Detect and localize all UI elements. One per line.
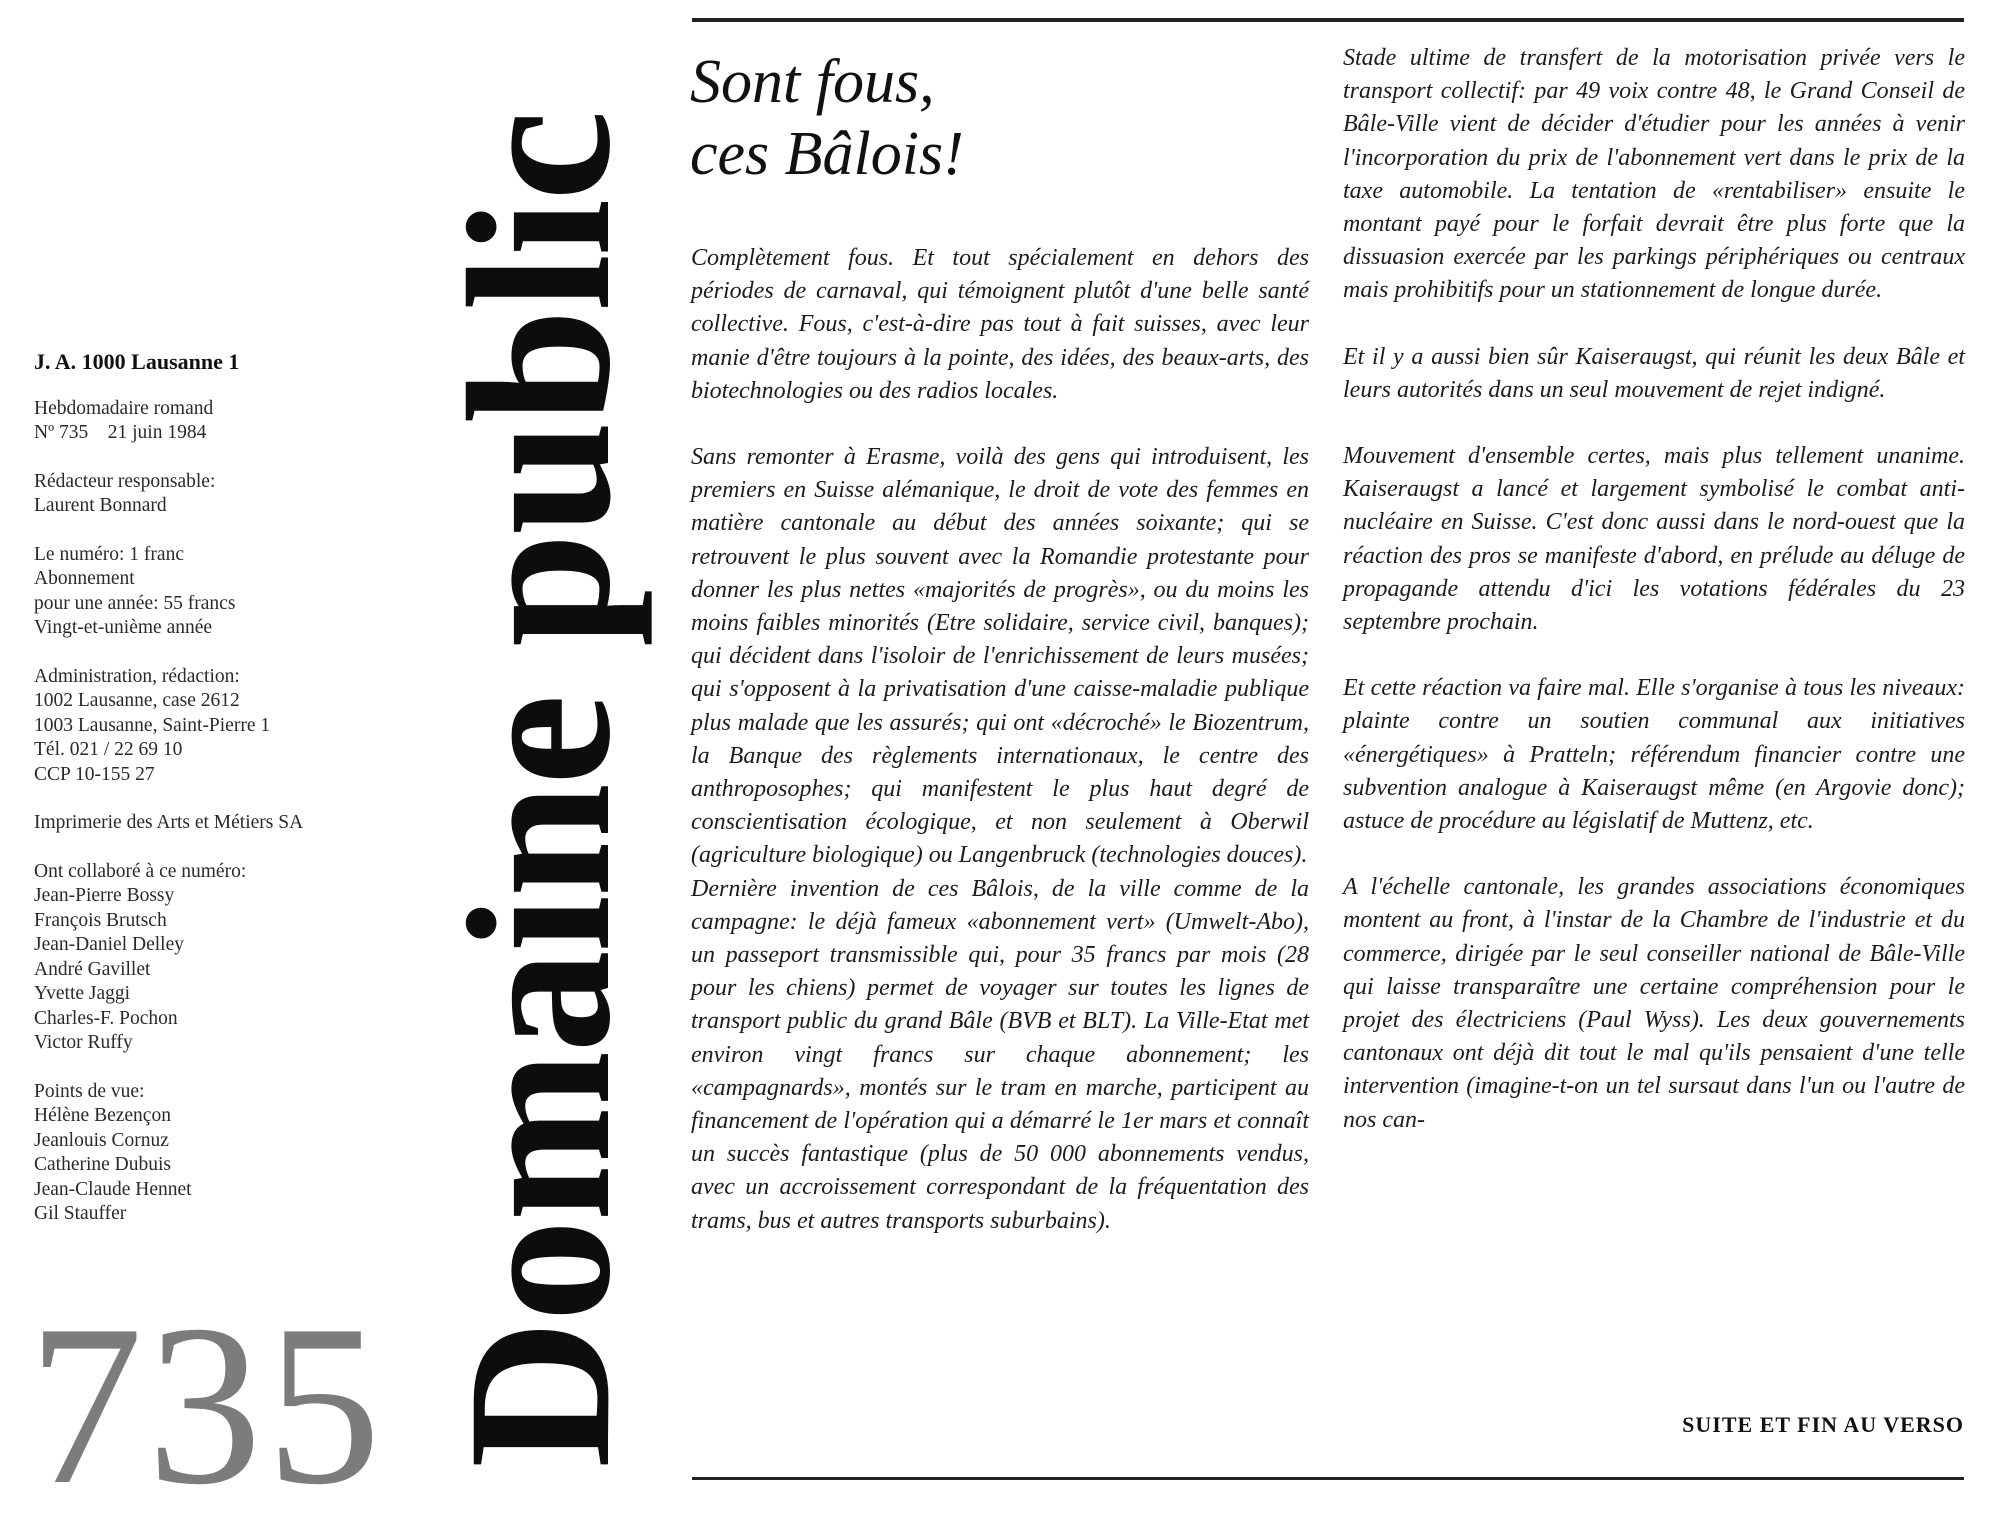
info-line: Rédacteur responsable: — [34, 470, 216, 492]
info-line: 1003 Lausanne, Saint-Pierre 1 — [34, 714, 271, 736]
info-groups — [34, 397, 414, 1227]
bottom-rule — [692, 1477, 1964, 1480]
info-line: Le numéro: 1 franc — [34, 543, 184, 565]
info-line: Jean-Claude Hennet — [34, 1178, 192, 1200]
headline-line-1: Sont fous, — [690, 48, 935, 116]
top-rule — [692, 18, 1964, 22]
info-line: Administration, rédaction: — [34, 665, 240, 687]
info-line: Imprimerie des Arts et Métiers SA — [34, 812, 304, 833]
info-group — [34, 811, 414, 836]
info-line: Nº 735 21 juin 1984 — [34, 422, 207, 443]
issue-number: 735 — [28, 1277, 385, 1532]
continued-notice: SUITE ET FIN AU VERSO — [1682, 1412, 1964, 1437]
info-line: pour une année: 55 francs — [34, 592, 236, 614]
paragraph: Stade ultime de transfert de la motorisation privée vers le transport collectif: par 49 voix contre 48, le Grand Conseil de Bâle-Ville vient de décider d'étudier pour les années à venir l'incorporation du prix de l'abonnement vert dans le prix de la taxe automobile. La tentation de «rentabiliser» ensuite le montant payé pour le forfait devrait être plus forte que la dissuasion exercée par les parkings périphériques ou centraux mais prohibitifs pour un stationnement de longue durée. — [1343, 45, 1965, 304]
info-line: Vingt-et-unième année — [34, 617, 213, 638]
info-line: Victor Ruffy — [34, 1032, 133, 1053]
info-group — [34, 1080, 414, 1227]
info-line: Ont collaboré à ce numéro: — [34, 860, 247, 882]
info-line: Jean-Pierre Bossy — [34, 885, 175, 906]
headline-line-2: ces Bâlois! — [690, 120, 964, 188]
info-line: Charles-F. Pochon — [34, 1007, 178, 1029]
info-group — [34, 665, 414, 788]
publication-info — [34, 350, 414, 1251]
info-line: Catherine Dubuis — [34, 1154, 172, 1175]
info-line: André Gavillet — [34, 958, 151, 980]
info-line: Abonnement — [34, 568, 135, 589]
info-line: Yvette Jaggi — [34, 983, 131, 1004]
info-line: Hebdomadaire romand — [34, 397, 214, 419]
article-column-2 — [1343, 42, 1965, 1170]
paragraph: Et cette réaction va faire mal. Elle s'organise à tous les niveaux: plainte contre un soutien communal aux initiatives «énergétiques» à Pratteln; référendum financier contre une subvention analogue à Kaiseraugst même (en Argovie donc); astuce de procédure au législatif de Muttenz, etc. — [1343, 675, 1965, 835]
info-line: Points de vue: — [34, 1080, 145, 1102]
postal-code-line: J. A. 1000 Lausanne 1 — [34, 349, 240, 374]
paragraph: Mouvement d'ensemble certes, mais plus tellement unanime. Kaiseraugst a lancé et largement symbolisé le combat anti-nucléaire en Suisse. C'est donc aussi dans le nord-ouest que la réaction des pros se manifeste d'abord, en prélude au déluge de propagande attendu d'ici les votations fédérales du 23 septembre prochain. — [1343, 443, 1965, 636]
info-line: Jeanlouis Cornuz — [34, 1129, 169, 1151]
paragraph: Et il y a aussi bien sûr Kaiseraugst, qui réunit les deux Bâle et leurs autorités dans un seul mouvement de rejet indigné. — [1343, 343, 1965, 403]
masthead-container — [426, 90, 653, 1490]
info-line: Gil Stauffer — [34, 1203, 127, 1224]
paragraph: Sans remonter à Erasme, voilà des gens qui introduisent, les premiers en Suisse alémanique, le droit de vote des femmes en matière cantonale au début des années soixante; qui se retrouvent le plus souvent avec la Romandie protestante pour donner les plus nettes «majorités de progrès», ou du moins les moins faibles minorités (Etre solidaire, service civil, banques); qui décident dans l'isoloir de l'enrichissement de leurs musées; qui s'opposent à la privatisation d'une caisse-maladie publique plus malade que les assurés; qui ont «décroché» le Biozentrum, la Banque des règlements internationaux, le centre des anthroposophes; qui manifestent le plus haut degré de conscientisation écologique, et non seulement à Oberwil (agriculture biologique) ou Langenbruck (technologies douces). — [691, 444, 1309, 869]
info-line: CCP 10-155 27 — [34, 763, 155, 785]
info-line: François Brutsch — [34, 909, 167, 931]
article-column-1 — [691, 242, 1309, 1271]
info-line: Hélène Bezençon — [34, 1105, 171, 1126]
masthead-title: Domaine public — [426, 112, 653, 1468]
info-line: 1002 Lausanne, case 2612 — [34, 690, 240, 711]
info-line: Jean-Daniel Delley — [34, 934, 184, 955]
info-line: Tél. 021 / 22 69 10 — [34, 739, 183, 760]
paragraph: A l'échelle cantonale, les grandes associations économiques montent au front, à l'instar de la Chambre de l'industrie et du commerce, dirigée par le seul conseiller national de Bâle-Ville qui laisse transparaître une certaine compréhension pour le projet des électriciens (Paul Wyss). Les deux gouvernements cantonaux ont déjà dit tout le mal qu'ils pensaient d'une telle intervention (imagine-t-on un tel sursaut dans l'un ou l'autre de nos can- — [1343, 874, 1965, 1133]
article-headline — [690, 46, 1290, 190]
paragraph: Dernière invention de ces Bâlois, de la ville comme de la campagne: le déjà fameux «abonnement vert» (Umwelt-Abo), un passeport transmissible qui, pour 35 francs par mois (28 pour les chiens) permet de voyager sur toutes les lignes de transport public du grand Bâle (BVB et BLT). La Ville-Etat met environ vingt francs sur chaque abonnement; les «campagnards», montés sur le tram en marche, participent au financement de l'opération qui a démarré le 1er mars et connaît un succès fantastique (plus de 50 000 abonnements vendus, avec un accroissement correspondant de la fréquentation des trams, bus et autres transports suburbains). — [691, 875, 1309, 1234]
info-group — [34, 860, 414, 1056]
info-line: Laurent Bonnard — [34, 495, 167, 516]
paragraph: Complètement fous. Et tout spécialement en dehors des périodes de carnaval, qui témoignent plutôt d'une belle santé collective. Fous, c'est-à-dire pas tout à fait suisses, avec leur manie d'être toujours à la pointe, des idées, des beaux-arts, des biotechnologies ou des radios locales. — [691, 245, 1309, 404]
info-group — [34, 397, 414, 446]
info-group — [34, 543, 414, 641]
info-group — [34, 470, 414, 519]
